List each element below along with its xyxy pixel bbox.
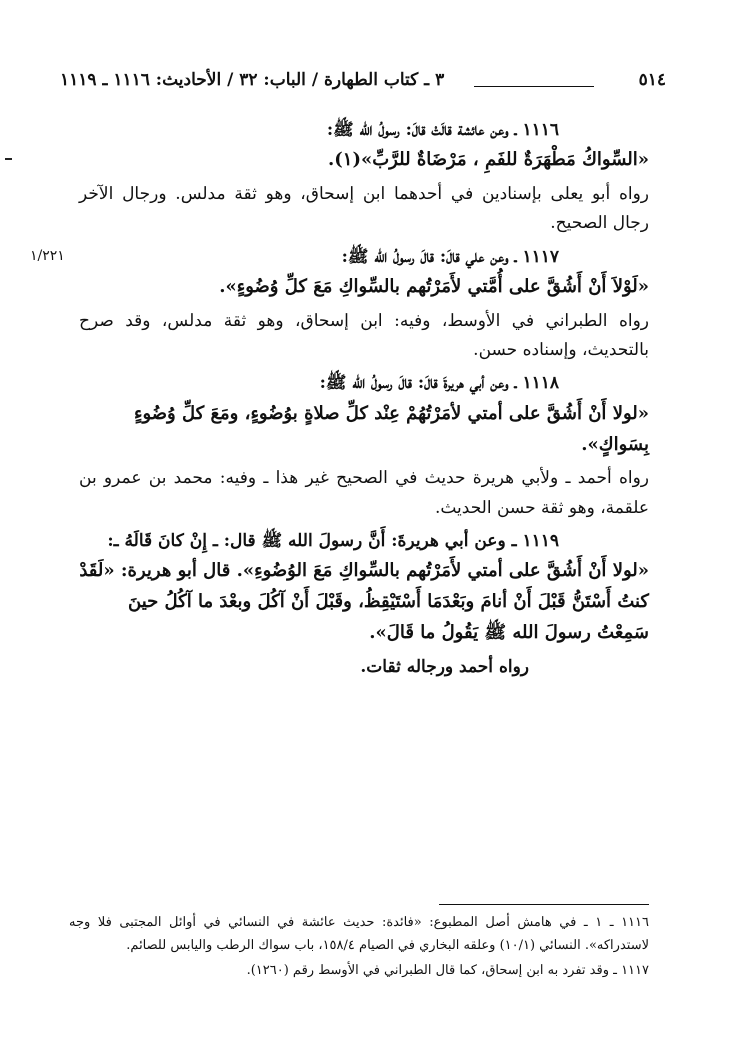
scan-mark — [5, 158, 12, 160]
footnotes — [69, 912, 649, 984]
main-text — [79, 112, 649, 682]
hadith-1117-text: «لَوْلاَ أَنْ أَشُقَّ على أُمَّتي لأَمَرْتُهم بالسِّواكِ مَعَ كلِّ وُضُوءٍ». — [219, 275, 649, 297]
hadith-1117-commentary: رواه الطبراني في الأوسط، وفيه: ابن إسحاق، وهو ثقة مدلس، وقد صرح بالتحديث، وإسناده حسن. — [79, 310, 649, 361]
hadith-1118-commentary: رواه أحمد ـ ولأبي هريرة حديث في الصحيح غير هذا ـ وفيه: محمد بن عمرو بن علقمة، وهو ثقة حسن الحديث. — [79, 468, 649, 518]
running-title: ٣ ـ كتاب الطهارة / الباب: ٣٢ / الأحاديث: ١١١٦ ـ ١١١٩ — [60, 70, 445, 90]
page-header — [60, 66, 666, 100]
page-number: ٥١٤ — [638, 70, 666, 90]
hadith-1118-intro: ١١١٨ ـ وعن أبي هريرةَ قالَ: قالَ رسولُ الله ﷺ: — [319, 373, 559, 394]
hadith-1116-commentary: رواه أبو يعلى بإسنادين في أحدهما ابن إسحاق، وهو ثقة مدلس. ورجال الآخر رجال الصحيح. — [79, 184, 649, 234]
header-rule — [474, 86, 594, 87]
margin-reference: ١/٢٢١ — [30, 248, 65, 264]
hadith-1118-text: «لولا أَنْ أَشُقَّ على أمتي لأمَرْتُهُمْ عِنْد كلِّ صلاةٍ بوُضُوءٍ، ومَعَ كلِّ وُضُوءٍ بِسَواكٍ». — [133, 402, 649, 455]
hadith-1116-intro: ١١١٦ ـ وعن عائشة قالَتْ قالَ: رسولُ الله ﷺ: — [326, 120, 559, 140]
hadith-1117-intro: ١١١٧ ـ وعن علي قالَ: قالَ رسولُ الله ﷺ: — [341, 246, 559, 267]
hadith-1119-commentary: رواه أحمد ورجاله ثقات. — [360, 657, 529, 678]
hadith-1119-intro: ١١١٩ ـ وعن أبي هريرةَ: أَنَّ رسولَ الله ﷺ قال: ـ إِنْ كانَ قَالَهُ ـ: — [107, 530, 559, 551]
footnote-rule — [439, 904, 649, 905]
hadith-1116-text: «السِّواكُ مَطْهَرَةٌ للفَمِ ، مَرْضَاةٌ للرَّبِّ»(١). — [328, 149, 649, 171]
footnote-1116: ١١١٦ ـ ١ ـ في هامش أصل المطبوع: «فائدة: حديث عائشة في النسائي في أوائل المجتبى فلا وجه لاستدراكه». النسائي (١٠/١) وعلقه البخاري في الصيام ١٥٨/٤، باب سواك الرطب واليابس للصائم. — [69, 915, 649, 953]
hadith-1119-text: «لولا أَنْ أَشُقَّ على أمتي لأَمَرْتُهم بالسِّواكِ مَعَ الوُضُوءِ». قال أبو هريرة: «لَقَدْ كنتُ أَسْتَنُّ قَبْلَ أَنْ أنامَ وبَعْدَمَا أَسْتَيْقِظُ، وقَبْلَ أَنْ آكُلَ وبعْدَ ما آكُلُ حينَ سَمِعْتُ رسولَ الله ﷺ يَقُولُ ما قَالَ». — [79, 560, 649, 644]
footnote-1117: ١١١٧ ـ وقد تفرد به ابن إسحاق، كما قال الطبراني في الأوسط رقم (١٢٦٠). — [246, 962, 649, 978]
